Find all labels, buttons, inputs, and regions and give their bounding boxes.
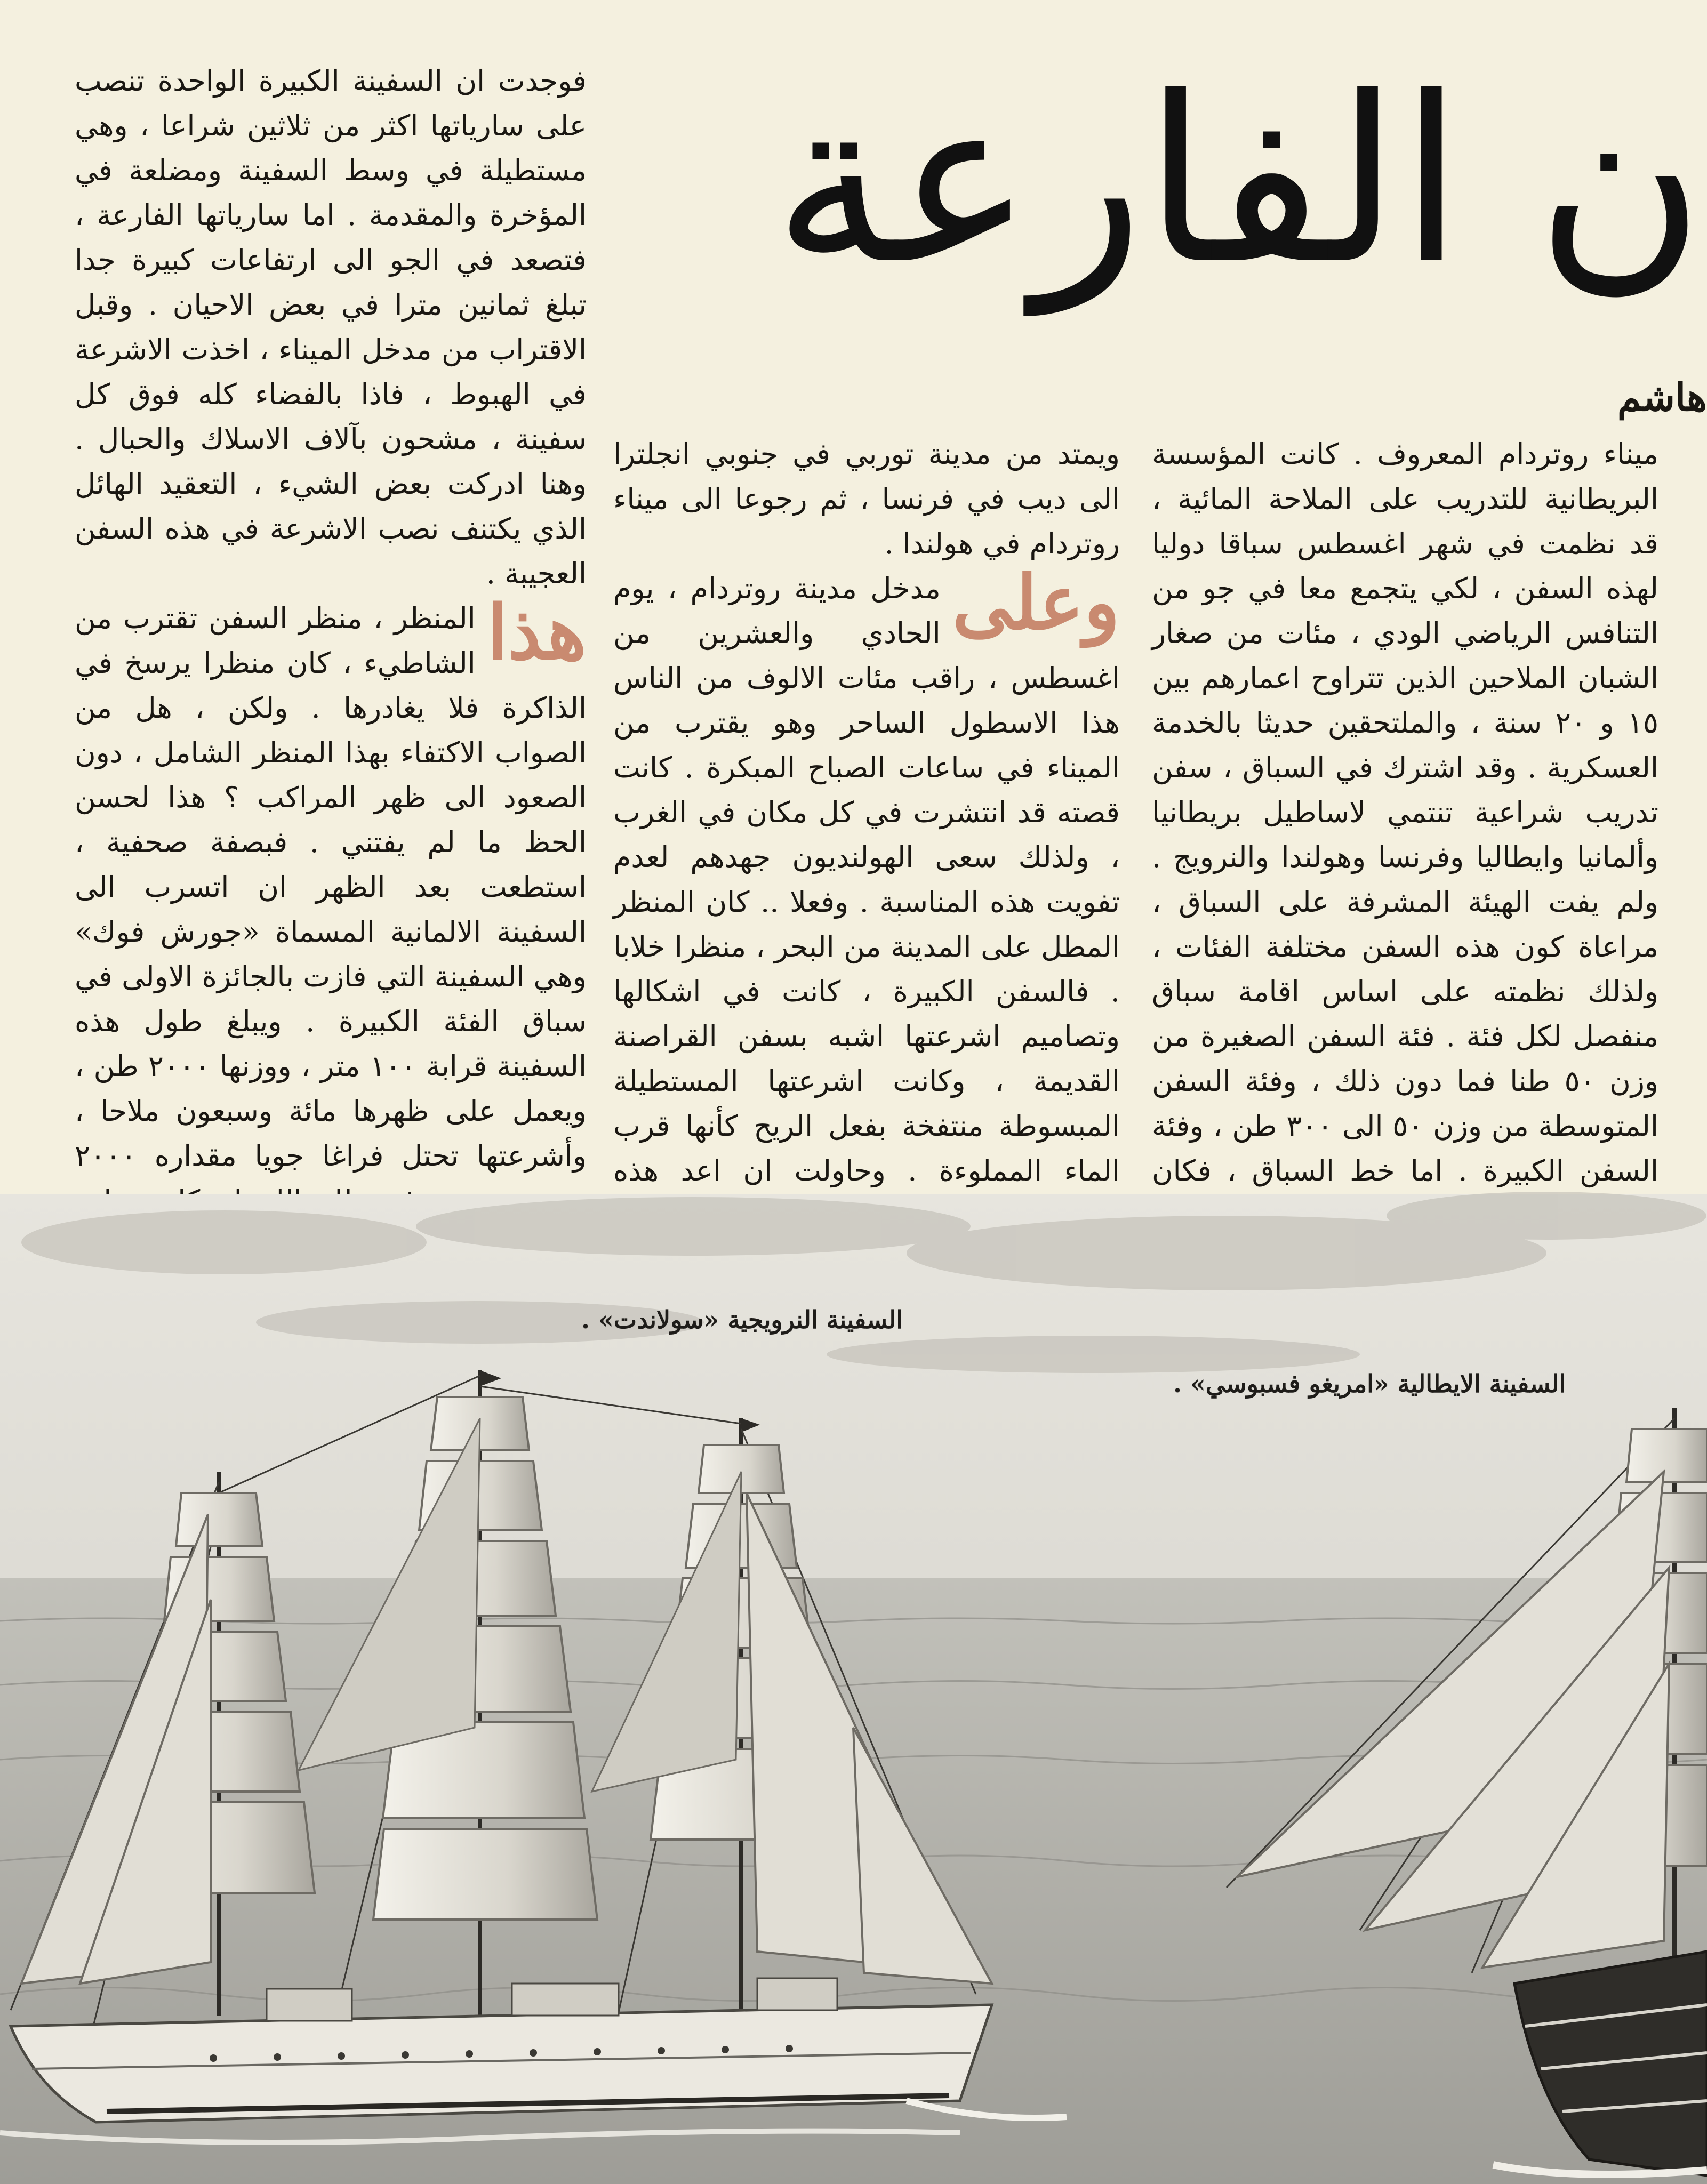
column-left-intro: فوجدت ان السفينة الكبيرة الواحدة تنصب على سارياتها اكثر من ثلاثين شراعا ، وهي مستطيلة في وسط السفينة ومضلعة في المؤخرة والمقدمة . اما سارياتها الفارعة ، فتصعد في الجو الى ارتفاعات كبيرة جدا تبلغ ثمانين مترا في بعض الاحيان . وقبل الاقتراب من مدخل الميناء ، اخذت الاشرعة في الهبوط ، فاذا بالفضاء كله فوق كل سفينة ، مشحون بآلاف الاسلاك والحبال . وهنا ادركت بعض الشيء ، التعقيد الهائل الذي يكتنف نصب الاشرعة في هذه السفن العجيبة .: [75, 64, 587, 590]
column-left-paragraph: [75, 589, 587, 1268]
text-column-middle: [613, 432, 1120, 1187]
text-column-left: [75, 59, 587, 1173]
dropcap-middle: وعلى: [952, 559, 1120, 647]
article-title: [635, 43, 1707, 341]
column-middle-text: مدخل مدينة روتردام ، يوم الحادي والعشرين من اغسطس ، راقب مئات الالوف من الناس هذا الاسطول الساحر وهو يقترب من الميناء في ساعات الصباح المبكرة . كانت قصته قد انتشرت في كل مكان في الغرب ، ولذلك سعى الهولنديون جهدهم لعدم تفويت هذه المناسبة . وفعلا .. كان المنظر المطل على المدينة من البحر ، منظرا خلابا . فالسفن الكبيرة ، كانت في اشكالها وتصاميم اشرعتها اشبه بسفن القراصنة القديمة ، وكانت اشرعتها المستطيلة المبسوطة منتفخة بفعل الريح كأنها قرب الماء المملوءة . وحاولت ان اعد هذه: [613, 572, 1120, 1187]
sailing-ships-drawing: [0, 1194, 1707, 2184]
text-column-right: [1152, 432, 1658, 1187]
caption-italian-ship: السفينة الايطالية «امريغو فسبوسي» .: [1173, 1369, 1566, 1398]
dropcap-left: هذا: [487, 589, 587, 677]
ships-illustration: [0, 1194, 1707, 2184]
column-right-text: ميناء روتردام المعروف . كانت المؤسسة البريطانية للتدريب على الملاحة المائية ، قد نظمت في شهر اغسطس سباقا دوليا لهذه السفن ، لكي يتجمع معا في جو من التنافس الرياضي الودي ، مئات من صغار الشبان الملاحين الذين تتراوح اعمارهم بين ١٥ و ٢٠ سنة ، والملتحقين حديثا بالخدمة العسكرية . وقد اشترك في السباق ، سفن تدريب شراعية تنتمي لاساطيل بريطانيا وألمانيا وايطاليا وفرنسا وهولندا والنرويج . ولم يفت الهيئة المشرفة على السباق ، مراعاة كون هذه السفن مختلفة الفئات ، ولذلك نظمته على اساس اقامة سباق منفصل لكل فئة . فئة السفن الصغيرة من وزن ٥٠ طنا فما دون ذلك ، وفئة السفن المتوسطة من وزن ٥٠ الى ٣٠٠ طن ، وفئة السفن الكبيرة . اما خط السباق ، فكان: [1152, 437, 1658, 1187]
column-left-text: المنظر ، منظر السفن تقترب من الشاطيء ، كان منظرا يرسخ في الذاكرة فلا يغادرها . ولكن ، هل من الصواب الاكتفاء بهذا المنظر الشامل ، دون الصعود الى ظهر المراكب ؟ هذا لحسن الحظ ما لم يفتني . فبصفة صحفية ، استطعت بعد الظهر ان اتسرب الى السفينة الالمانية المسماة «جورش فوك» وهي السفينة التي فازت بالجائزة الاولى في سباق الفئة الكبيرة . ويبلغ طول هذه السفينة قرابة ١٠٠ متر ، ووزنها ٢٠٠٠ طن ، ويعمل على ظهرها مائة وسبعون ملاحا ، وأشرعتها تحتل فراغا جويا مقداره ٢٠٠٠: [75, 601, 587, 1173]
article-title-text: ن الفارعة: [773, 48, 1705, 315]
column-middle-paragraph: [613, 559, 1120, 1238]
author-byline: هاشم: [1617, 374, 1707, 420]
caption-norwegian-ship: السفينة النرويجية «سولاندت» .: [581, 1305, 903, 1334]
column-middle-intro: ويمتد من مدينة توربي في جنوبي انجلترا الى ديب في فرنسا ، ثم رجوعا الى ميناء روتردام في هولندا .: [613, 437, 1120, 560]
